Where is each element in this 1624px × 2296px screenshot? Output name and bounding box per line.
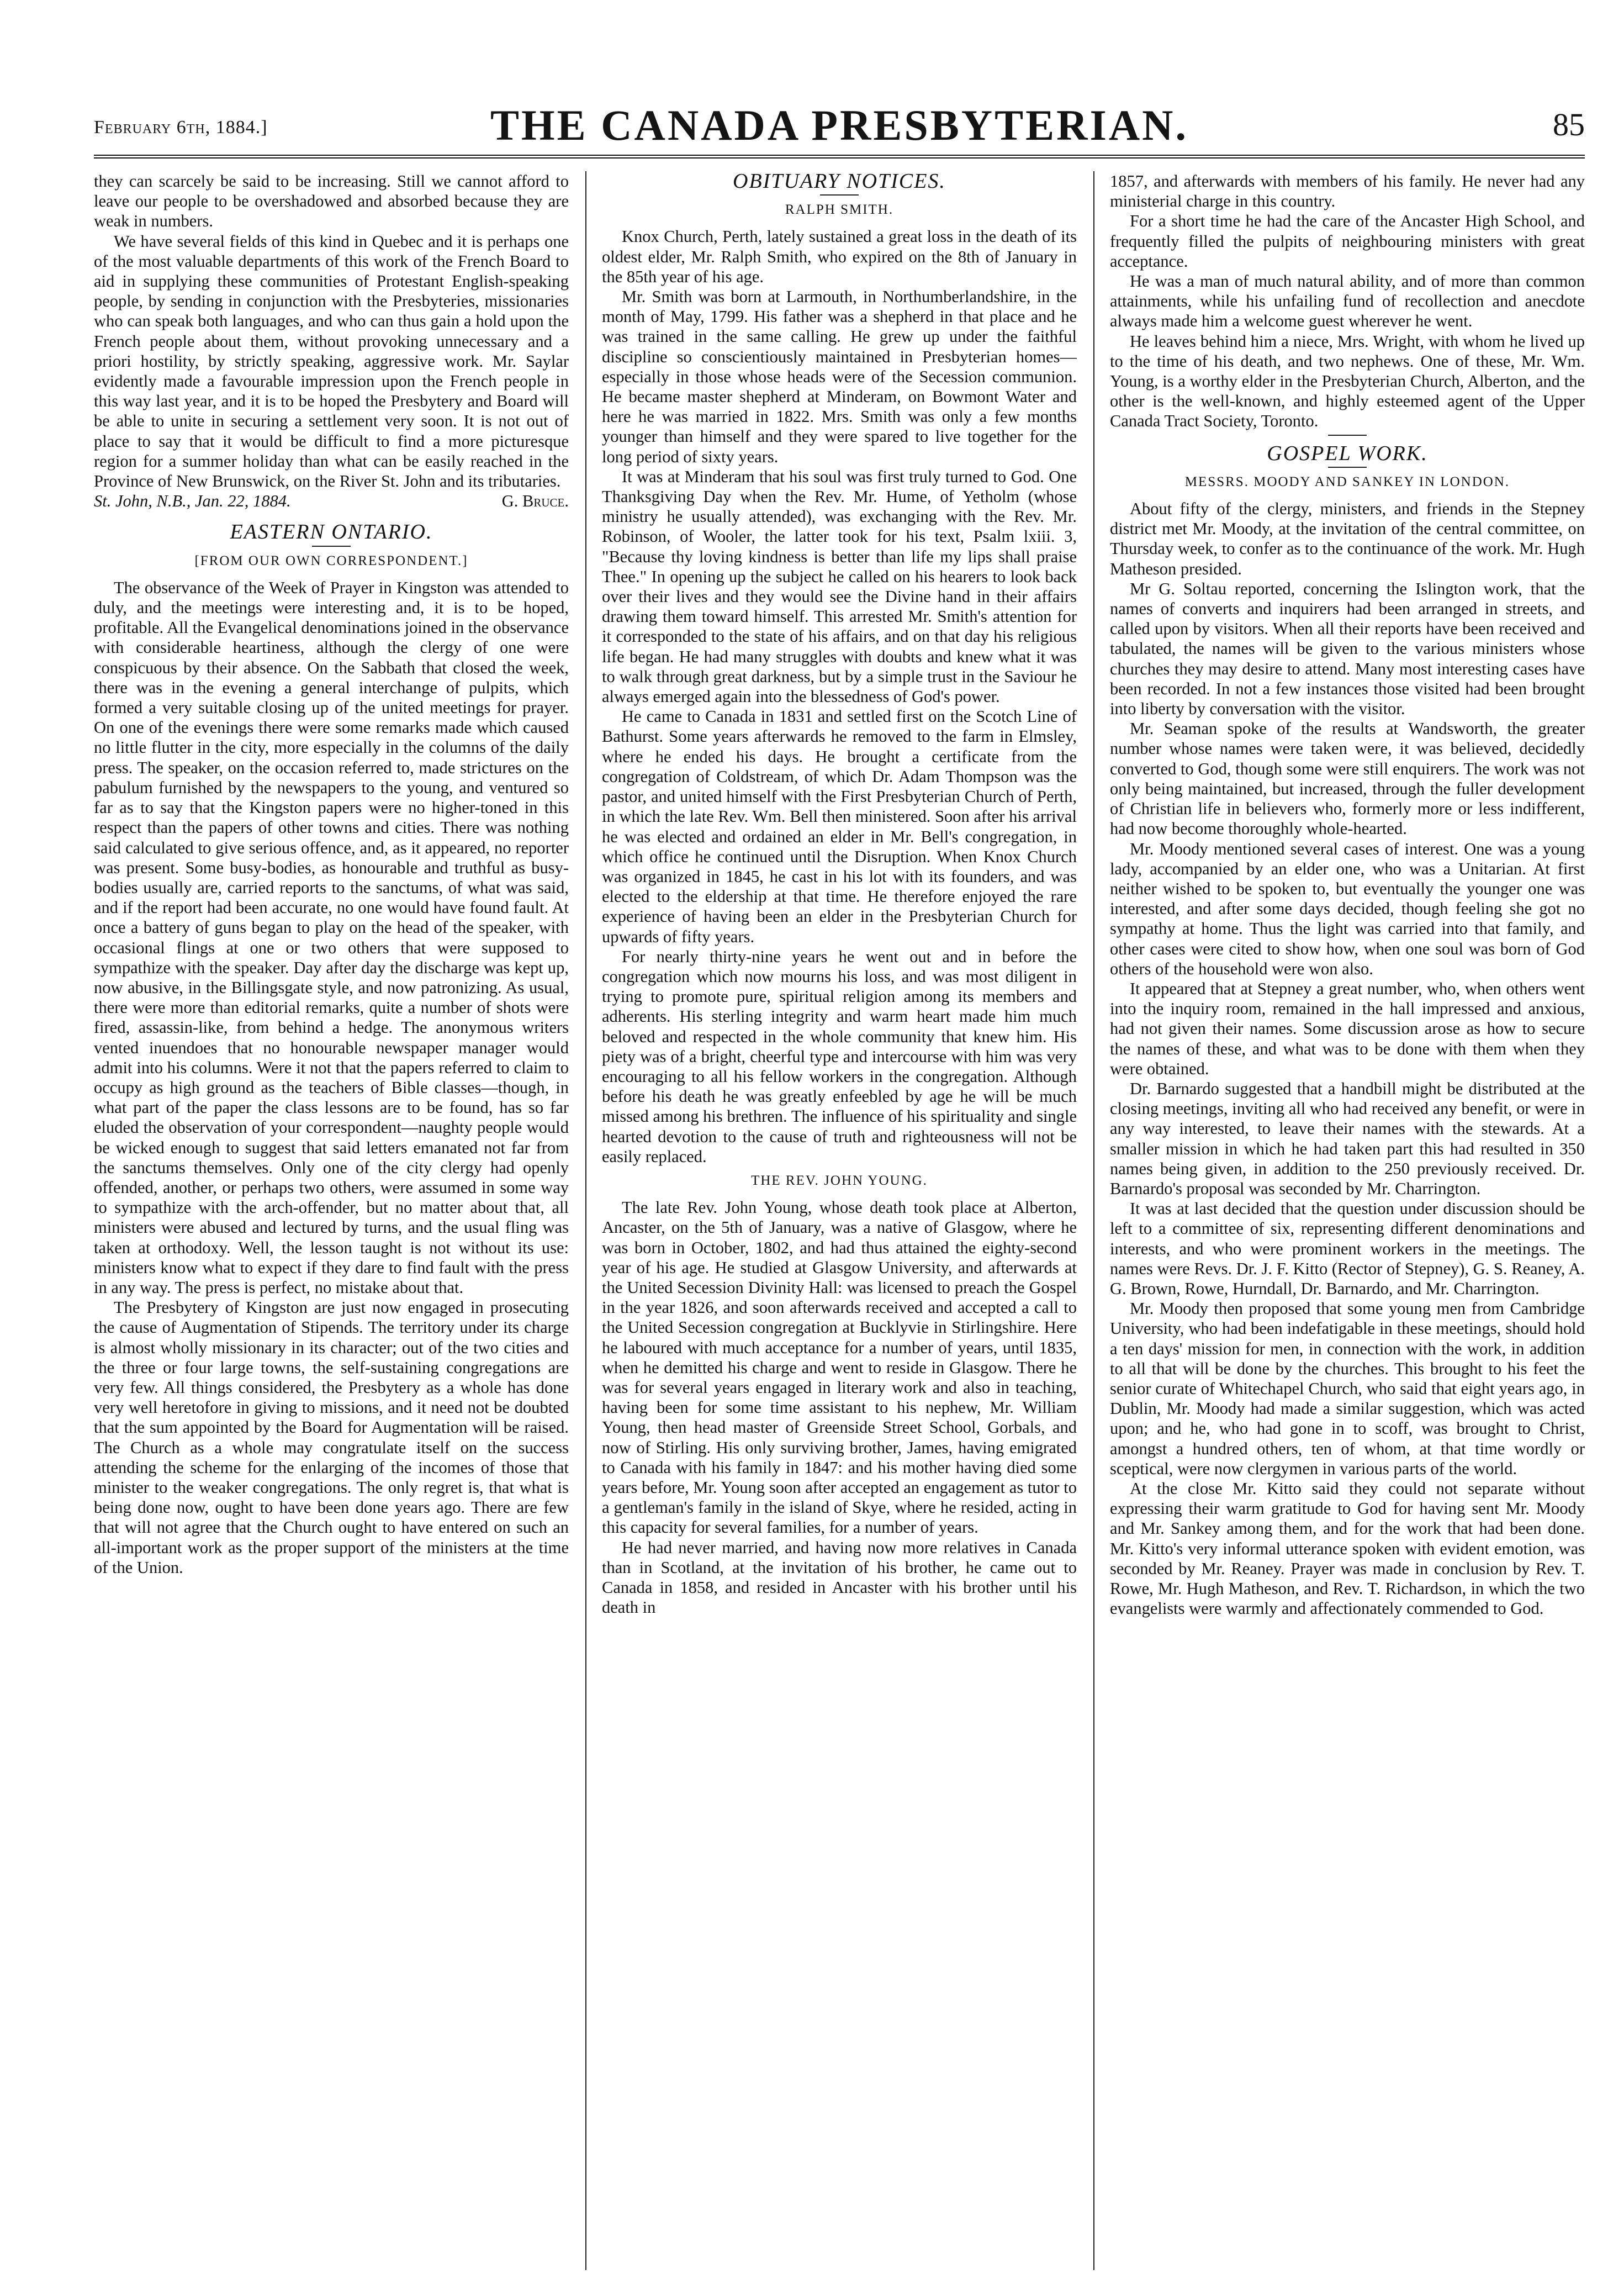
signature-place-date: St. John, N.B., Jan. 22, 1884. (94, 492, 291, 511)
article-paragraph: About fifty of the clergy, ministers, and friends in the Stepney district met Mr. Moody, at the invitation of the central committee, on Thursday week, to confer as to the continuance of the work. Mr. Hugh Matheson presided. (1110, 499, 1585, 578)
masthead (94, 94, 1585, 159)
letter-signature (94, 491, 569, 511)
article-paragraph: The observance of the Week of Prayer in Kingston was attended to duly, and the meetings were interesting and, it is to be hoped, profitable. All the Evangelical denominations joined in the observance with considerable heartiness, although the clergy of one were conspicuous by their absence. On the Sabbath that closed the week, there was in the evening a general interchange of pulpits, which formed a very suitable closing up of the united meetings for prayer. On one of the evenings there were some remarks made which caused no little flutter in the city, more especially in the columns of the daily press. The speaker, on the occasion referred to, made strictures on the pabulum furnished by the newspapers to the young, and ventured so far as to say that the Kingston papers were no higher-toned in this respect than the papers of other towns and cities. There was nothing said calculated to give serious offence, and, as it appeared, no reporter was present. Some busy-bodies, as honourable and truthful as busy-bodies usually are, carried reports to the sanctums, of what was said, and if the report had been accurate, no one would have found fault. At once a battery of guns began to play on the head of the speaker, with occasional flings at one or two others that were supposed to sympathize with the speaker. Day after day the discharge was kept up, now abusive, in the Billingsgate style, and now patronizing. As usual, there were more than editorial remarks, quite a number of shots were fired, assassin-like, from behind a hedge. The anonymous writers vented inuendoes that no honourable newspaper manager would admit into his columns. Were it not that the papers referred to claim to occupy as high ground as the teachers of Bible classes—though, in what part of the paper the class lessons are to be found, has so far eluded the observation of your correspondent—naughty people would be wicked enough to suggest that said letters emanated not far from the sanctums themselves. Only one of the city clergy had openly offended, another, or perhaps two others, were assumed in some way to sympathize with the arch-offender, but no matter about that, all ministers were abused and lectured by turns, and the usual fling was taken at orthodoxy. Well, the lesson taught is not without its use: ministers know what to expect if they dare to find fault with the press in any way. The press is perfect, no mistake about that. (94, 578, 569, 1297)
article-paragraph: He was a man of much natural ability, and of more than common attainments, while his unfailing fund of recollection and anecdote always made him a welcome guest wherever he went. (1110, 272, 1585, 331)
section-heading: OBITUARY NOTICES. (733, 171, 946, 193)
newspaper-title: THE CANADA PRESBYTERIAN. (490, 101, 1189, 149)
divider (1328, 435, 1367, 436)
article-paragraph: Mr. Moody mentioned several cases of interest. One was a young lady, accompanied by an elder one, who was a Unitarian. At first neither wished to be spoken to, but eventually the younger one was interested, and after some days decided, though feeling she got no sympathy at home. Thus the light was carried into that family, and other cases were cited to show how, when one soul was born of God others of the household were won also. (1110, 839, 1585, 978)
article-paragraph: Mr. Moody then proposed that some young men from Cambridge University, who had been indefatigable in these meetings, should hold a ten days' mission for men, in connection with the work, in addition to all that will be done by the churches. This brought to his feet the senior curate of Whitechapel Church, who said that eight years ago, in Dublin, Mr. Moody had made a similar suggestion, which was acted upon; and he, who had gone in to scoff, was brought to Christ, amongst a hundred others, ten of whom, at that time wordly or sceptical, were now clergymen in various parts of the world. (1110, 1299, 1585, 1478)
article-paragraph: For a short time he had the care of the Ancaster High School, and frequently filled the pulpits of neighbouring ministers with great acceptance. (1110, 212, 1585, 271)
column-3 (1110, 171, 1585, 2270)
divider (1328, 467, 1367, 468)
column-rule (1093, 171, 1094, 2270)
article-paragraph: He came to Canada in 1831 and settled first on the Scotch Line of Bathurst. Some years afterwards he removed to the farm in Elmsley, where he ended his days. He brought a certificate from the congregation of Coldstream, of which Dr. Adam Thompson was the pastor, and united himself with the First Presbyterian Church of Perth, in which the late Rev. Wm. Bell then ministered. Soon after his arrival he was elected and ordained an elder in Mr. Bell's congregation, in which office he continued until the Disruption. When Knox Church was organized in 1845, he cast in his lot with its founders, and was elected to the eldership at that time. He therefore enjoyed the rare experience of having been an elder in the Presbyterian Church for upwards of fifty years. (602, 707, 1077, 946)
divider (312, 546, 351, 547)
article-paragraph: Mr G. Soltau reported, concerning the Islington work, that the names of converts and inquirers had been arranged in streets, and called upon by visitors. When all their reports have been received and tabulated, the names will be given to the various ministers whose churches they may desire to attend. Many most interesting cases have been recorded. In not a few instances those visited had been brought into liberty by conversation with the visitor. (1110, 579, 1585, 719)
column-rule (585, 171, 586, 2270)
article-paragraph: Mr. Smith was born at Larmouth, in Northumberlandshire, in the month of May, 1799. His father was a shepherd in that place and he was trained in the same calling. He grew up under the faithful discipline so conscientiously maintained in Presbyterian homes—especially in those whose heads were of the Secession communion. He became master shepherd at Minderam, on Bowmont Water and here he was married in 1822. Mrs. Smith was only a few months younger than himself and they were spared to live together for the long period of sixty years. (602, 287, 1077, 466)
article-paragraph: they can scarcely be said to be increasing. Still we cannot afford to leave our people to be overshadowed and absorbed because they are weak in numbers. (94, 172, 569, 231)
article-paragraph: The late Rev. John Young, whose death took place at Alberton, Ancaster, on the 5th of January, was a native of Glasgow, where he was born in October, 1802, and had thus attained the eighty-second year of his age. He studied at Glasgow University, and afterwards at the United Secession Divinity Hall: was licensed to preach the Gospel in the year 1826, and soon afterwards received and accepted a call to the United Secession congregation at Bucklyvie in Stirlingshire. Here he laboured with much acceptance for a number of years, until 1835, when he demitted his charge and went to reside in Glasgow. There he was for several years engaged in literary work and also in teaching, having been for some time assistant to his nephew, Mr. William Young, then head master of Greenside Street School, Gorbals, and now of Stirling. His only surviving brother, James, having emigrated to Canada with his family in 1847: and his mother having died some years before, Mr. Young soon after accepted an engagement as tutor to a gentleman's family in the island of Skye, where he resided, acting in this capacity for several families, for a number of years. (602, 1198, 1077, 1537)
page-number: 85 (1553, 107, 1585, 142)
column-2 (602, 171, 1077, 2270)
article-paragraph: For nearly thirty-nine years he went out and in before the congregation which now mourns his loss, and was most diligent in trying to promote pure, spiritual religion among its members and adherents. His sterling integrity and warm heart made him much beloved and respected in the whole community that knew him. His piety was of a bright, cheerful type and intercourse with him was very encouraging to all his fellow workers in the congregation. Although before his death he was greatly enfeebled by age he will be much missed among his brethren. The influence of his spirituality and single hearted devotion to the cause of truth and righteousness will not be easily replaced. (602, 947, 1077, 1166)
section-heading: EASTERN ONTARIO. (230, 520, 433, 544)
article-paragraph: He leaves behind him a niece, Mrs. Wright, with whom he lived up to the time of his death, and two nephews. One of these, Mr. Wm. Young, is a worthy elder in the Presbyterian Church, Alberton, and the other is the well-known, and highly esteemed agent of the Upper Canada Tract Society, Toronto. (1110, 331, 1585, 431)
section-heading: GOSPEL WORK. (1267, 441, 1428, 465)
newspaper-page (94, 94, 1585, 2281)
article-paragraph: Dr. Barnardo suggested that a handbill might be distributed at the closing meetings, inviting all who had received any benefit, or were in any way interested, to leave their names with the stewards. At a smaller mission in which he had taken part this had resulted in 350 names being given, in addition to the 250 previously received. Dr. Barnardo's proposal was seconded by Mr. Charrington. (1110, 1079, 1585, 1198)
article-paragraph: It appeared that at Stepney a great number, who, when others went into the inquiry room, remained in the hall impressed and anxious, had not given their names. Some discussion arose as how to secure the names of these, and what was to be done with them when they were obtained. (1110, 979, 1585, 1078)
article-paragraph: It was at Minderam that his soul was first truly turned to God. One Thanksgiving Day when the Rev. Mr. Hume, of Yetholm (whose ministry he usually attended), was exchanging with the Rev. Mr. Robinson, of Wooler, the latter took for his text, Psalm lxiii. 3, "Because thy loving kindness is better than life my lips shall praise Thee." In opening up the subject he called on his hearers to look back over their lives and they would see the Divine hand in their affairs drawing them toward himself. This arrested Mr. Smith's attention for it corresponded to the state of his affairs, and on that day his religious life began. He had many struggles with doubts and knew what it was to walk through great darkness, but by a simple trust in the Saviour he always emerged again into the blessedness of God's power. (602, 467, 1077, 706)
section-subheading: MESSRS. MOODY AND SANKEY IN LONDON. (1184, 474, 1510, 489)
issue-date: February 6th, 1884.] (94, 117, 268, 138)
divider (820, 194, 859, 196)
column-1 (94, 171, 569, 2270)
section-subheading: [FROM OUR OWN CORRESPONDENT.] (194, 553, 468, 568)
obituary-name: RALPH SMITH. (785, 202, 894, 218)
article-paragraph: At the close Mr. Kitto said they could not separate without expressing their warm gratitude to God for having sent Mr. Moody and Mr. Sankey among them, and for the work that had been done. Mr. Kitto's very informal utterance spoken with evident emotion, was seconded by Mr. Reaney. Prayer was made in conclusion by Rev. T. Rowe, Mr. Hugh Matheson, and Rev. T. Richardson, in which the two evangelists were warmly and affectionately commended to God. (1110, 1479, 1585, 1618)
article-paragraph: It was at last decided that the question under discussion should be left to a committee of six, representing different denominations and interests, and who were prominent workers in the meetings. The names were Revs. Dr. J. F. Kitto (Rector of Stepney), G. S. Reaney, A. G. Brown, Rowe, Hurndall, Dr. Barnardo, and Mr. Charrington. (1110, 1199, 1585, 1298)
article-paragraph: The Presbytery of Kingston are just now engaged in prosecuting the cause of Augmentation of Stipends. The territory under its charge is almost wholly missionary in its character; out of the two cities and the three or four large towns, the self-sustaining congregations are very few. All things considered, the Presbytery as a whole has done very well heretofore in giving to missions, and it need not be doubted that the sum appointed by the Board for Augmentation will be raised. The Church as a whole may congratulate itself on the success attending the scheme for the enlarging of the incomes of those that minister to the weaker congregations. The only regret is, that what is being done now, ought to have been done years ago. There are few that will not agree that the Church ought to have entered on such an all-important work as the proper support of the ministers at the time of the Union. (94, 1298, 569, 1577)
article-paragraph: We have several fields of this kind in Quebec and it is perhaps one of the most valuable departments of this work of the French Board to aid in supplying these communities of Protestant English-speaking people, by sending in conjunction with the Presbyteries, missionaries who can speak both languages, and who can thus gain a hold upon the French people about them, without provoking unnecessary and a priori hostility, by strictly speaking, aggressive work. Mr. Saylar evidently made a favourable impression upon the French people in this way last year, and it is to be hoped the Presbytery and Board will be able to unite in securing a settlement very soon. It is not out of place to say that it would be difficult to find a more picturesque region for a summer holiday than what can be easily reached in the Province of New Brunswick, on the River St. John and its tributaries. (94, 231, 569, 491)
obituary-name: THE REV. JOHN YOUNG. (751, 1173, 928, 1188)
article-paragraph: Mr. Seaman spoke of the results at Wandsworth, the greater number whose names were taken were, it was believed, decidedly converted to God, though some were still enquirers. The work was not only being maintained, but increased, through the fuller development of Christian life in believers who, formerly more or less indifferent, had now become thoroughly whole-hearted. (1110, 719, 1585, 838)
article-paragraph: Knox Church, Perth, lately sustained a great loss in the death of its oldest elder, Mr. Ralph Smith, who expired on the 8th of January in the 85th year of his age. (602, 227, 1077, 286)
article-paragraph: 1857, and afterwards with members of his family. He never had any ministerial charge in this country. (1110, 172, 1585, 211)
article-paragraph: He had never married, and having now more relatives in Canada than in Scotland, at the invitation of his brother, he came out to Canada in 1858, and resided in Ancaster with his brother until his death in (602, 1538, 1077, 1617)
signature-name: G. Bruce. (501, 492, 569, 511)
